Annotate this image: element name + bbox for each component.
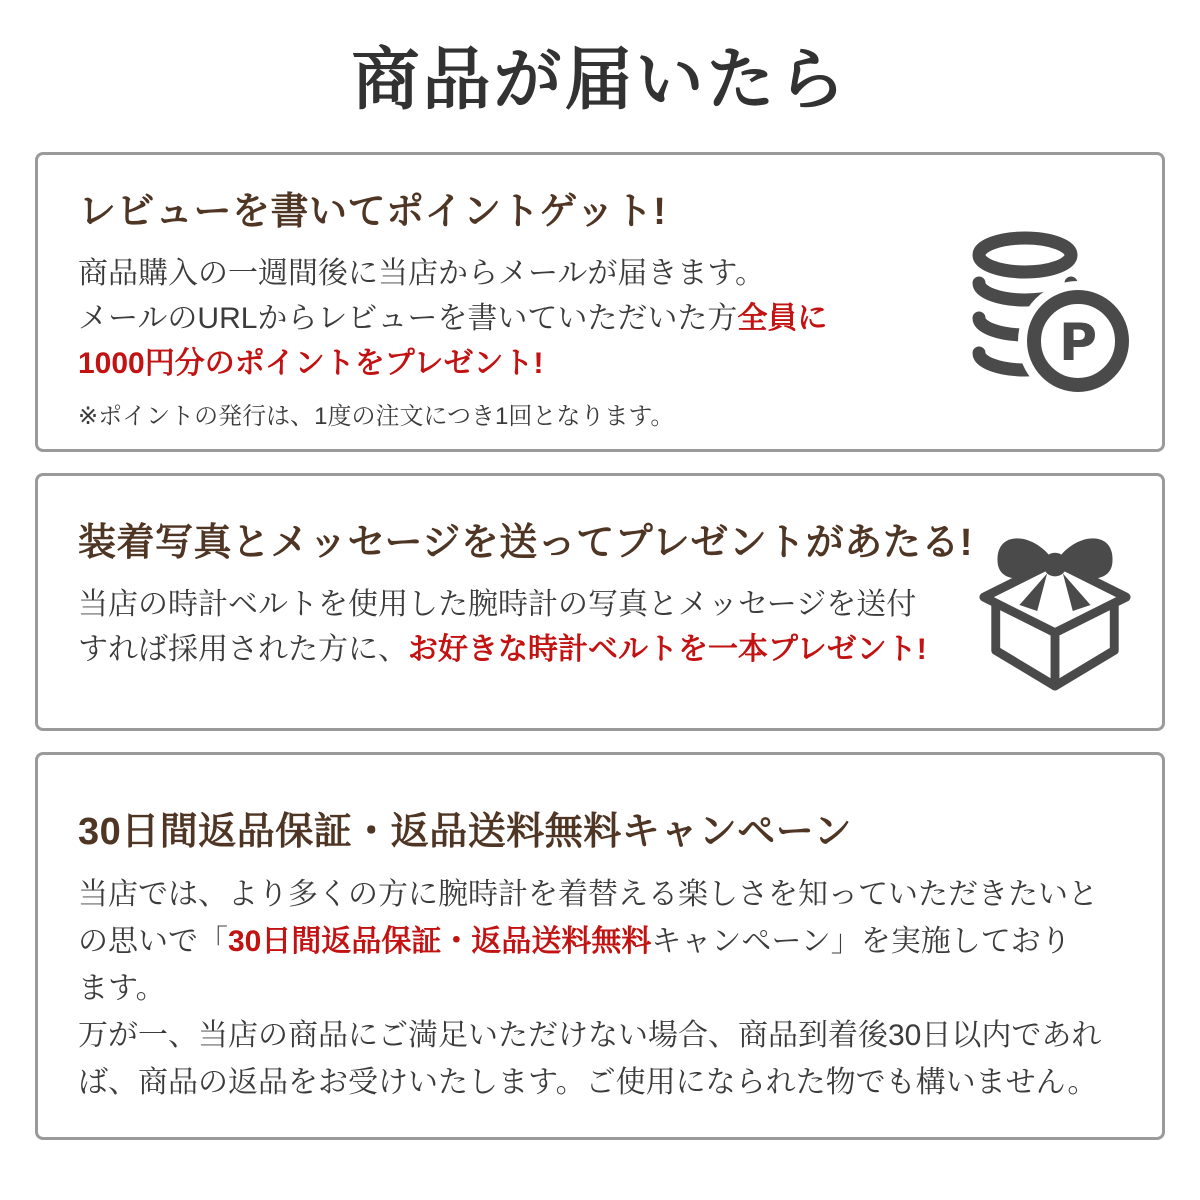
photo-campaign-heading: 装着写真とメッセージを送ってプレゼントがあたる! [78,522,973,564]
body-text: 万が一、当店の商品にご満足いただけない場合、商品到着後30日以内であれ [78,1018,1102,1052]
body-text: ば、商品の返品をお受けいたします。ご使用になられた物でも構いません。 [78,1065,1098,1099]
page-title: 商品が届いたら [351,42,849,118]
return-policy-card [35,752,1165,1140]
photo-campaign-card [35,473,1165,731]
body-text: メールのURLからレビューを書いていただいた方 [78,301,738,335]
body-line [78,871,1122,918]
highlight-text: 30日間返品保証・返品送料無料 [228,924,652,958]
body-text: 当店の時計ベルトを使用した腕時計の写真とメッセージを送付 [78,587,917,621]
photo-campaign-content [38,476,1162,728]
body-text: 商品購入の一週間後に当店からメールが届きます。 [78,256,765,290]
body-line [78,1012,1122,1059]
body-line [78,918,1122,965]
point-coins-icon [970,231,1140,411]
return-policy-content [38,755,1162,1137]
body-line [78,296,958,341]
highlight-text: お好きな時計ベルトを一本プレゼント! [408,632,927,666]
review-points-card [35,152,1165,452]
return-policy-heading: 30日間返品保証・返品送料無料キャンペーン [78,811,853,853]
body-text: 当店では、より多くの方に腕時計を着替える楽しさを知っていただきたいと [78,877,1098,911]
note-text: ※ポイントの発行は、1度の注文につき1回となります。 [78,402,675,430]
body-line [78,582,958,627]
point-letter: P [1058,313,1098,373]
body-line [78,251,958,296]
body-text: すれば採用された方に、 [78,632,408,666]
body-text: の思いで「 [78,924,228,958]
body-line [78,627,958,672]
body-line [78,1059,1122,1106]
review-points-content [38,155,1162,449]
body-text: キャンペーン」を実施しており [651,924,1071,958]
highlight-text: 全員に [737,301,828,335]
review-points-heading: レビューを書いてポイントゲット! [78,191,667,233]
gift-box-icon [976,520,1134,698]
highlight-text: 1000円分のポイントをプレゼント! [78,346,544,380]
body-line [78,341,958,386]
body-line [78,965,1122,1012]
body-text: ます。 [78,971,166,1005]
